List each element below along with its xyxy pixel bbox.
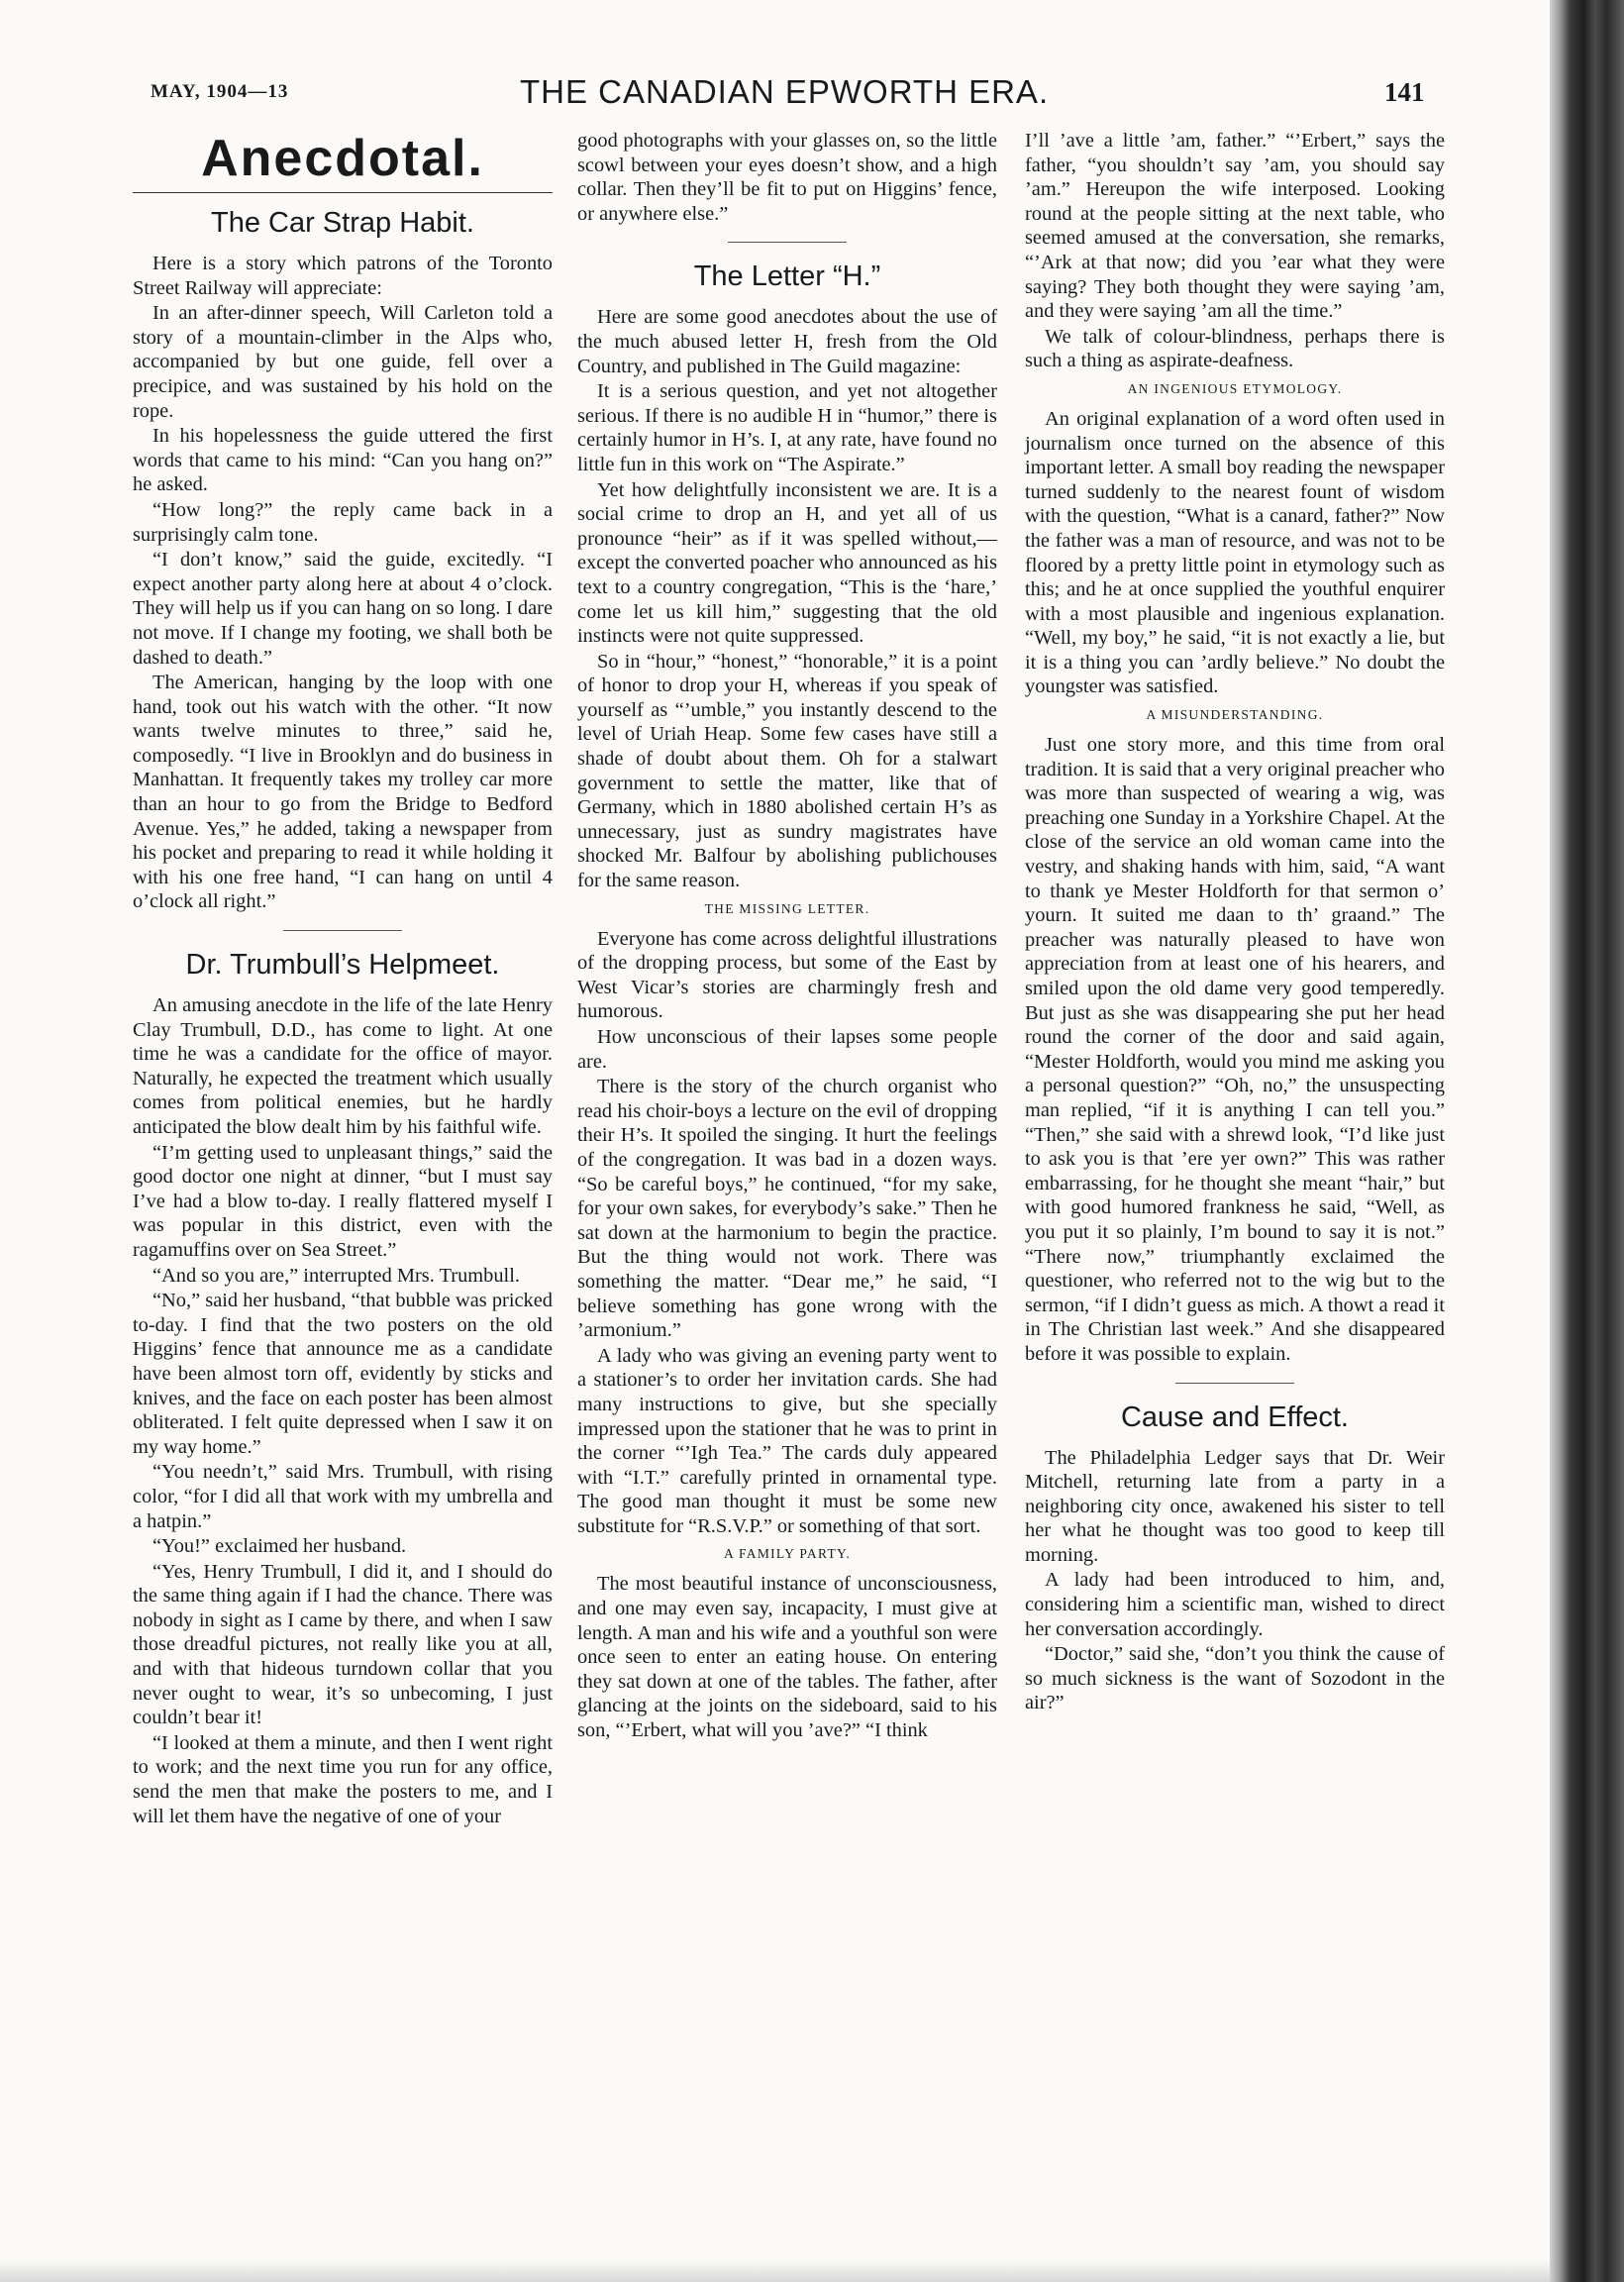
paragraph: “I looked at them a minute, and then I went right to work; and the next time you run for any office, send the men that make the posters to me, and I will let them have the negative of one of your — [133, 1731, 553, 1827]
running-header — [0, 73, 1550, 117]
magazine-title: THE CANADIAN EPWORTH ERA. — [520, 73, 1050, 110]
subsection-heading: AN INGENIOUS ETYMOLOGY. — [1127, 380, 1343, 396]
paragraph: Yet how delightfully inconsistent we are. It is a social crime to drop an H, and yet all of us pronounce “heir” as if it was spelled without,—except the converted poacher who announced as his text to a country congregation, “This is the ‘hare,’ come let us kill him,” suggesting that the old instincts were not quite suppressed. — [577, 478, 997, 648]
paragraph: Everyone has come across delightful illustrations of the dropping process, but some of the East by West Vicar’s stories are charmingly fresh and humorous. — [577, 927, 997, 1023]
paragraph: Just one story more, and this time from oral tradition. It is said that a very original preacher who was more than suspected of wearing a wig, was preaching one Sunday in a Yorkshire Chapel. At the close of the service an old woman came into the vestry, and shaking hands with him, said, “A want to thank ye Mester Holdforth for that sermon o’ yourn. It suited me daan to th’ graand.” The preacher was naturally pleased to have won appreciation from at least one of his hearers, and smiled upon the old dame very good temperedly. But just as she was disappearing she put her head round the corner of the door and said again, “Mester Holdforth, would you mind me asking you a personal question?” “Oh, no,” the unsuspecting man replied, “if it is anything I can tell you.” “Then,” she said with a shrewd look, “I’d like just to ask you is that ’ere yer own?” This was rather embarrassing, for he thought she meant “hair,” but with good humored frankness he said, “Well, as you put it so plainly, I’m bound to say it is not.” “There now,” triumphantly exclaimed the questioner, who referred not to the wig but to the sermon, “if I didn’t guess as mich. A thowt a read it in The Christian last week.” And she disappeared before it was possible to explain. — [1025, 734, 1445, 1365]
masthead-rule — [133, 192, 553, 193]
paragraph: “No,” said her husband, “that bubble was pricked to-day. I find that the two posters on the old Higgins’ fence that announce me as a candidate have been almost torn off, evidently by sticks and knives, and the face on each poster has been almost obliterated. I felt quite depressed when I saw it on my way home.” — [133, 1290, 553, 1458]
subsection-heading: A FAMILY PARTY. — [724, 1546, 851, 1562]
page-bottom-edge — [0, 2260, 1550, 2282]
paragraph: The American, hanging by the loop with one hand, took out his watch with the other. “It now wants twelve minutes to three,” said he, composedly. “I live in Brooklyn and do business in Manhattan. It frequently takes my trolley car more than an hour to go from the Bridge to Bedford Avenue. Yes,” he added, taking a newspaper from his pocket and preparing to read it while holding it with his one free hand, “I can hang on until 4 o’clock all right.” — [133, 672, 553, 913]
paragraph: “How long?” the reply came back in a surprisingly calm tone. — [133, 498, 553, 546]
paragraph: Here is a story which patrons of the Toronto Street Railway will appreciate: — [133, 253, 553, 299]
article-heading: Cause and Effect. — [1120, 1400, 1349, 1433]
paragraph: “Yes, Henry Trumbull, I did it, and I should do the same thing again if I had the chance. There was nobody in sight as I came by there, and when I saw those dreadful pictures, not really like you at all, and with that hideous turndown collar that you never ought to wear, it’s so unbecoming, I just couldn’t bear it! — [133, 1560, 553, 1729]
paragraph: The most beautiful instance of unconsciousness, and one may even say, incapacity, I must give at length. A man and his wife and a youthful son were once seen to enter an eating house. On entering they sat down at one of the tables. The father, after glancing at the joints on the sideboard, said to his son, “’Erbert, what will you ’ave?” “I think — [577, 1573, 997, 1742]
paragraph: There is the story of the church organist who read his choir-boys a lecture on the evil of dropping their H’s. It spoiled the singing. It hurt the feelings of the congregation. It was bad in a dozen ways. “So be careful boys,” he continued, “for my sake, for your own sakes, for everybody’s sake.” Then he sat down at the harmonium to begin the practice. But the thing would not work. There was something the matter. “Dear me,” he said, “I believe something has gone wrong with the ’armonium.” — [577, 1076, 997, 1342]
article-heading: The Car Strap Habit. — [211, 207, 474, 239]
paragraph: An original explanation of a word often used in journalism once turned on the absence of this important letter. A small boy reading the newspaper turned suddenly to the nearest fount of wisdom with the question, “What is a canard, father?” Now the father was a man of resource, and was not to be floored by a pretty little point in etymology such as this; and he at once supplied the youthful enquirer with a most plausible and ingenious explanation. “Well, my boy,” he said, “it is not exactly a lie, but it is a thing you can ’ardly believe.” No doubt the youngster was satisfied. — [1025, 407, 1445, 698]
paragraph: “You!” exclaimed her husband. — [152, 1535, 407, 1558]
paragraph: “And so you are,” interrupted Mrs. Trumbull. — [152, 1264, 520, 1287]
paragraph: A lady who was giving an evening party went to a stationer’s to order her invitation cards. She had many instructions to give, but she specially impressed upon the stationer that he was to print in the corner “’Igh Tea.” The cards duly appeared with “I.T.” carefully printed in ornamental type. The good man thought it must be some new substitute for “R.S.V.P.” or something of that sort. — [577, 1344, 997, 1537]
paragraph: “Doctor,” said she, “don’t you think the cause of so much sickness is the want of Sozodont in the air?” — [1025, 1643, 1445, 1714]
paragraph: It is a serious question, and yet not altogether serious. If there is no audible H in “humor,” there is certainly humor in H’s. I, at any rate, have found no little fun in this work on “The Aspirate.” — [577, 380, 997, 475]
separator-rule — [1175, 1383, 1294, 1384]
column-2 — [577, 129, 997, 1744]
paragraph: In an after-dinner speech, Will Carleton told a story of a mountain-climber in the Alps who, accompanied by but one guide, fell over a precipice, and was sustained by his hold on the rope. — [133, 302, 553, 422]
paragraph: “I’m getting used to unpleasant things,” said the good doctor one night at dinner, “but I must say I’ve had a blow to-day. I really flattered myself I was popular in this district, even with the ragamuffins over on Sea Street.” — [133, 1141, 553, 1261]
paragraph: In his hopelessness the guide uttered the first words that came to his mind: “Can you hang on?” he asked. — [133, 425, 553, 496]
paragraph: Here are some good anecdotes about the use of the much abused letter H, fresh from the Old Country, and published in The Guild magazine: — [577, 306, 997, 377]
issue-date: MAY, 1904—13 — [151, 81, 289, 102]
column-1 — [133, 129, 553, 1829]
paragraph: How unconscious of their lapses some people are. — [577, 1026, 997, 1073]
paragraph: “I don’t know,” said the guide, excitedly. “I expect another party along here at about 4 o’clock. They will help us if you can hang on so long. I dare not move. If I change my footing, we shall both be dashed to death.” — [133, 549, 553, 669]
page-number: 141 — [1384, 77, 1425, 107]
paragraph: So in “hour,” “honest,” “honorable,” it is a point of honor to drop your H, whereas if you speak of yourself as “’umble,” you instantly descend to the level of Uriah Heap. Some few cases have still a shade of doubt about them. Oh for a stalwart government to settle the matter, like that of Germany, which in 1880 abolished certain H’s as unnecessary, just as sundry magistrates have shocked Mr. Balfour by abolishing publichouses for the same reason. — [577, 650, 997, 892]
paragraph: The Philadelphia Ledger says that Dr. Weir Mitchell, returning late from a party in a neighboring city once, awakened his sister to tell her what he thought was too good to keep till morning. — [1025, 1446, 1445, 1566]
paragraph: We talk of colour-blindness, perhaps there is such a thing as aspirate-deafness. — [1025, 325, 1445, 372]
separator-rule — [283, 930, 402, 931]
book-binding-edge — [1550, 0, 1624, 2282]
section-masthead: Anecdotal. — [201, 130, 484, 187]
article-heading: The Letter “H.” — [693, 260, 881, 293]
paragraph: I’ll ’ave a little ’am, father.” “’Erbert,” says the father, “you shouldn’t say ’am, you should say ’am.” Hereupon the wife interposed. Looking round at the people sitting at the next table, who seemed amused at the conversation, she remarks, “’Ark at that now; did you ’ear what they were saying? They both thought they were saying ’am, and they were saying ’am all the time.” — [1025, 130, 1445, 323]
article-heading: Dr. Trumbull’s Helpmeet. — [185, 949, 500, 982]
subsection-heading: THE MISSING LETTER. — [704, 900, 870, 916]
column-3 — [1025, 129, 1445, 1716]
paragraph: A lady had been introduced to him, and, considering him a scientific man, wished to direct her conversation accordingly. — [1025, 1569, 1445, 1640]
paragraph: good photographs with your glasses on, so the little scowl between your eyes doesn’t show, and a high collar. Then they’ll be fit to put on Higgins’ fence, or anywhere else.” — [577, 130, 997, 225]
separator-rule — [728, 242, 847, 243]
subsection-heading: A MISUNDERSTANDING. — [1146, 707, 1324, 723]
paragraph: “You needn’t,” said Mrs. Trumbull, with rising color, “for I did all that work with my umbrella and a hatpin.” — [133, 1461, 553, 1532]
paragraph: An amusing anecdote in the life of the late Henry Clay Trumbull, D.D., has come to light. At one time he was a candidate for the office of mayor. Naturally, he expected the treatment which usually comes from political enemies, but he hardly anticipated the blow dealt him by his faithful wife. — [133, 994, 553, 1138]
